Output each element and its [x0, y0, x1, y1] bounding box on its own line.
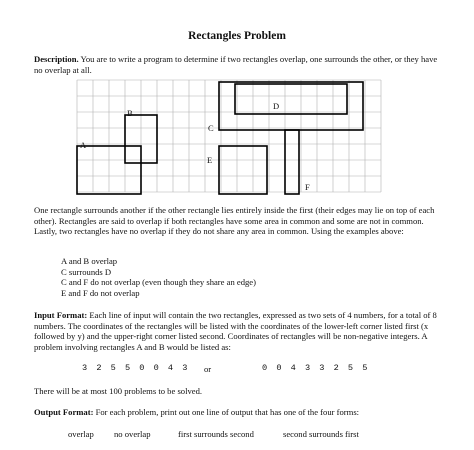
form-first-surrounds-second: first surrounds second	[178, 429, 254, 439]
input-format-paragraph	[34, 310, 444, 352]
explanation-paragraph: One rectangle surrounds another if the other rectangle lies entirely inside the first (their edges may lie on top of each other). Rectangles are said to overlap if both rectangles have some area in common and some are not in common. Lastly, two rectangles have no overlap if they do not share any area in common. Using the examples above:	[34, 205, 435, 237]
form-overlap: overlap	[68, 429, 94, 439]
sample-or: or	[204, 364, 212, 374]
form-no-overlap: no overlap	[114, 429, 151, 439]
description-label: Description.	[34, 54, 79, 64]
examples-list	[61, 256, 256, 298]
output-format-text: For each problem, print out one line of output that has one of the four forms:	[93, 407, 360, 417]
grid-lines	[77, 80, 381, 192]
page-title: Rectangles Problem	[188, 30, 286, 42]
problem-limit: There will be at most 100 problems to be solved.	[34, 386, 203, 396]
rectangle-label-b: B	[127, 108, 133, 118]
input-format-label: Input Format:	[34, 310, 88, 320]
input-format-text: Each line of input will contain the two rectangles, expressed as two sets of 4 numbers, for a total of 8 numbers. The coordinates of the rectangles will be listed with the coordinates of the lower-left corner listed first (x followed by y) and the upper-right corner listed second. Coordinates of rectangles will be non-negative integers. A problem involving rectangles A and B would be listed as:	[34, 310, 437, 352]
rect-c	[219, 82, 363, 130]
rect-e	[219, 146, 267, 194]
example-item: C surrounds D	[61, 266, 112, 277]
description-text: You are to write a program to determine if two rectangles overlap, one surrounds the other, or they have no overlap at all.	[34, 54, 438, 75]
example-item: A and B overlap	[61, 256, 118, 266]
output-format-label: Output Format:	[34, 407, 94, 417]
rectangle-label-d: D	[273, 101, 280, 111]
rect-f	[285, 130, 299, 194]
output-format-paragraph	[34, 407, 444, 418]
sample-input-right: 0 0 4 3 3 2 5 5	[262, 363, 370, 373]
rectangle-label-e: E	[207, 155, 213, 165]
rectangle-label-a: A	[80, 140, 87, 150]
example-rectangles	[77, 82, 363, 194]
rectangle-label-f: F	[305, 182, 310, 192]
example-item: E and F do not overlap	[61, 287, 140, 298]
form-second-surrounds-first: second surrounds first	[283, 429, 359, 439]
rectangle-label-c: C	[208, 123, 214, 133]
sample-input-left: 3 2 5 5 0 0 4 3	[82, 363, 190, 373]
rect-d	[235, 84, 347, 114]
example-item: C and F do not overlap (even though they share an edge)	[61, 277, 256, 288]
